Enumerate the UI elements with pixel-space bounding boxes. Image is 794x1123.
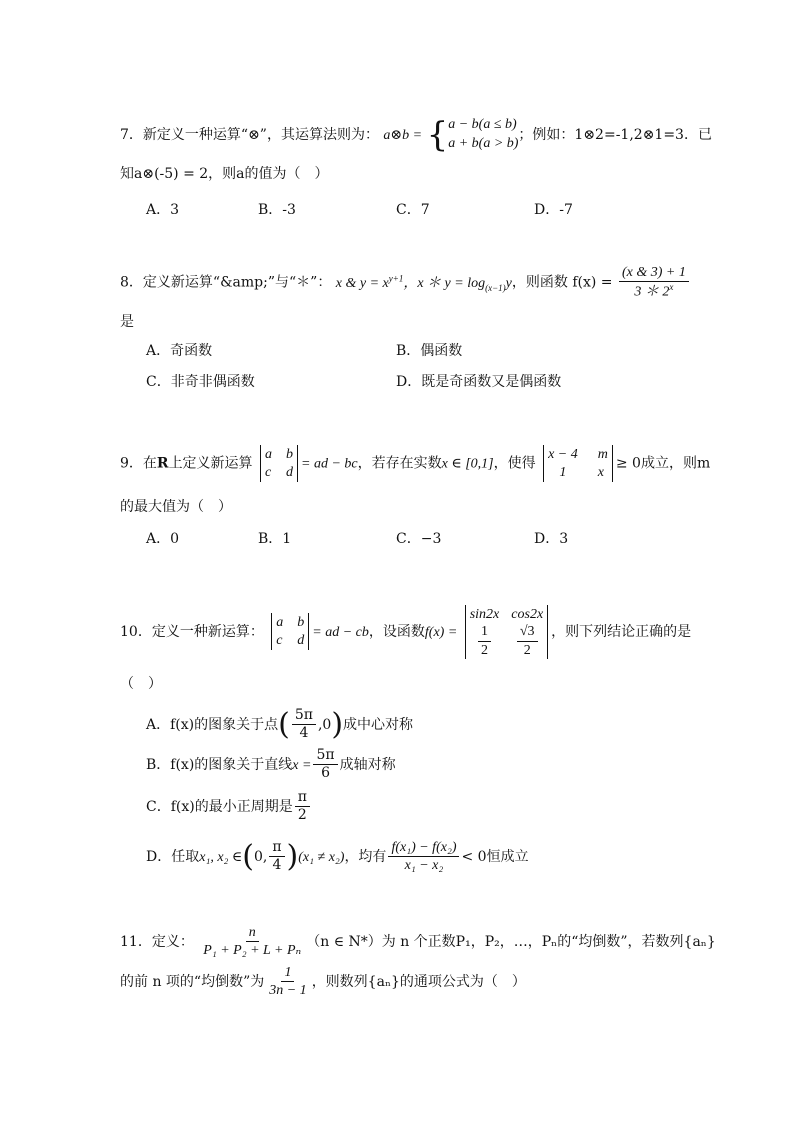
q10-eq: = ad − cb — [312, 624, 369, 640]
q7-line2 — [120, 167, 329, 181]
q9-option-d: D．3 — [534, 531, 569, 547]
q9-option-c: C．−3 — [396, 531, 442, 547]
q7-rule-lhs: a⊗b = — [383, 127, 423, 143]
q8-number: 8 — [120, 274, 129, 291]
q9-line1 — [120, 445, 710, 482]
q8-fraction-den: 3 ＊ 2$^x$ — [634, 282, 674, 301]
q8-option-a: A．奇函数 — [146, 343, 213, 359]
q7-option-a: A．3 — [146, 202, 180, 218]
q7-option-b: B．-3 — [258, 202, 296, 218]
q10-line1 — [120, 605, 691, 659]
q11-intro: ．定义： — [137, 933, 194, 950]
q11-cond: （n ∈ N*）为 n 个正数P₁，P₂，…，Pₙ的“均倒数”，若数列{aₙ} — [306, 933, 716, 950]
q10-tail: ，则下列结论正确的是 — [551, 623, 692, 640]
q10-intro: ．定义一种新运算： — [137, 623, 264, 640]
q8-intro: ．定义新运算“&amp;”与“＊”： — [128, 274, 332, 291]
q9-mid2: ，使得 — [493, 455, 536, 472]
q9-option-b: B．1 — [258, 531, 292, 547]
q11-fraction: $\frac{n}{\text{P₁ + P₂ + L + Pₙ}}$ — [203, 925, 302, 959]
q7-stem-line2: 知a⊗(-5) = 2，则a的值为（ ） — [120, 166, 329, 182]
q9-field: R — [156, 455, 169, 472]
q7-brace: { — [426, 114, 449, 155]
q8-line1 — [120, 265, 691, 300]
q8-option-b: B．偶函数 — [396, 343, 463, 359]
q9-intro-post: 上定义新运算 — [168, 455, 253, 472]
q7-option-d: D．-7 — [534, 202, 573, 218]
q9-determinant: a b c d — [260, 445, 298, 482]
q9-eq: = ad − bc — [301, 456, 358, 472]
q8-fraction-num: (x & 3) + 1 — [619, 265, 689, 282]
q11-line2: 的前 n 项的“均倒数”为 $\frac{1}{3n - 1}$ ，则数列{aₙ}的通项公式为（ ） — [120, 965, 526, 999]
q9-mid: ，若存在实数 — [357, 455, 442, 472]
q9-tail: ≥ 0成立，则m — [615, 455, 711, 472]
q8-def2: ，x ＊ $y = \log_{(x-1)}y$ — [403, 275, 512, 293]
q10-determinant: a b c d — [271, 613, 309, 650]
q7-case2: a + b(a > b) — [448, 135, 519, 151]
q10-option-d: D．任取x₁, x₂ ∈(0, $\frac{\pi}{4}$ )(x₁ ≠ x₂)，均有 $\frac{\text{f(x₁) − f(x₂)}}{\text{x₁ − x₂}}$ < 0恒成立 — [146, 838, 529, 874]
q10-matrix: sin2x cos2x $\frac{1}{2}$ $\frac{√3}{2}$ — [465, 605, 548, 659]
q9-option-a: A．0 — [146, 531, 180, 547]
q7-option-c: C．7 — [396, 202, 430, 218]
q8-option-d: D．既是奇函数又是偶函数 — [396, 374, 562, 390]
q8-fraction — [619, 265, 689, 300]
q10-option-a: A．f(x)的图象关于点( $\frac{5\pi}{4}$ ,0)成中心对称 — [146, 706, 414, 742]
q9-domain: x ∈ [0,1] — [441, 456, 494, 472]
q8-line2: 是 — [120, 314, 134, 330]
q7-intro: ．新定义一种运算“⊗”，其运算法则为： — [128, 126, 379, 143]
q7-number: 7 — [120, 126, 129, 143]
q10-number: 10 — [120, 623, 138, 640]
q7-case1: a − b(a ≤ b) — [448, 117, 517, 132]
q11-number: 11 — [120, 933, 138, 950]
q11-line1 — [120, 925, 716, 959]
q7-line1 — [120, 116, 712, 154]
q8-func: ，则函数 f(x) = — [511, 274, 613, 291]
q10-line2: （ ） — [120, 676, 162, 692]
q10-mid: ，设函数 — [368, 623, 425, 640]
q8-def1: x & $y = x^{y+1}$ — [335, 273, 404, 291]
q8-option-c: C．非奇非偶函数 — [146, 374, 255, 390]
q10-option-c: C．f(x)的最小正周期是 $\frac{\pi}{2}$ — [146, 790, 312, 824]
q10-option-b: B．f(x)的图象关于直线x = $\frac{5\pi}{6}$ 成轴对称 — [146, 747, 396, 782]
q7-example: ；例如：1⊗2=-1,2⊗1=3．已 — [518, 126, 712, 143]
q9-line2: 的最大值为（ ） — [120, 499, 232, 515]
q7-cases — [448, 116, 518, 154]
q9-intro-pre: ．在 — [128, 455, 157, 472]
q9-number: 9 — [120, 455, 129, 472]
q10-fx: f(x) = — [424, 624, 458, 640]
q9-determinant-2: x − 4 m 1 x — [543, 445, 613, 482]
